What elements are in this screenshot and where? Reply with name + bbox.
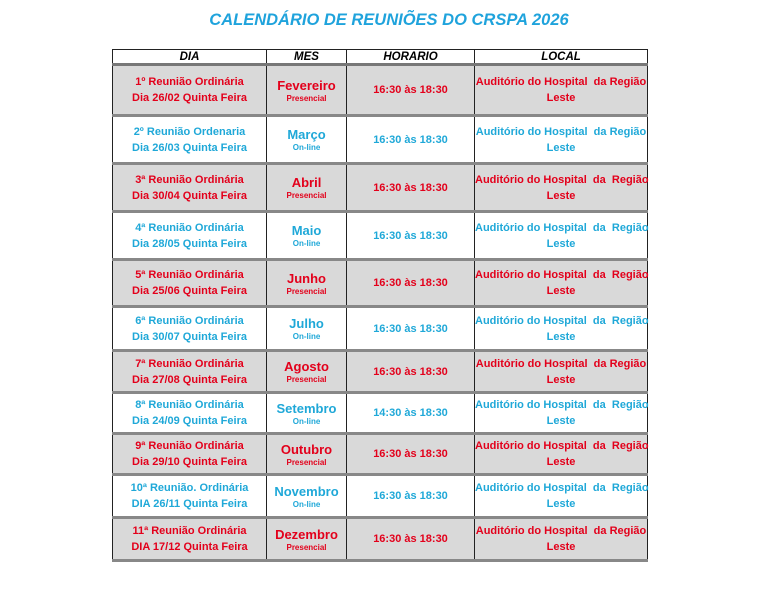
dia-cell [113, 116, 267, 164]
dia-cell [113, 307, 267, 351]
header-mes: MES [267, 50, 347, 65]
local-line1: Auditório do Hospital da Região [475, 221, 649, 234]
local-cell [475, 434, 648, 475]
local-cell [475, 116, 648, 164]
meeting-name: 9ª Reunião Ordinária [135, 440, 244, 452]
meeting-name: 8ª Reunião Ordinária [135, 399, 244, 411]
mes-cell [267, 164, 347, 212]
horario-cell: 16:30 às 18:30 [347, 351, 475, 393]
meeting-name: 2º Reunião Ordenaria [133, 125, 246, 138]
local-cell [475, 164, 648, 212]
meeting-date: DIA 17/12 Quinta Feira [131, 541, 248, 553]
table-row [113, 475, 648, 518]
month: Fevereiro [277, 77, 336, 93]
meeting-name: 6ª Reunião Ordinária [135, 314, 244, 327]
local-cell [475, 212, 648, 260]
meeting-name: 7ª Reunião Ordinária [135, 357, 244, 370]
meeting-mode: Presencial [286, 286, 327, 296]
local-line1: Auditório do Hospital da Região [475, 314, 649, 327]
meeting-date: Dia 27/08 Quinta Feira [132, 373, 247, 386]
local-line1: Auditório do Hospital da Região [475, 76, 647, 88]
table-row [113, 351, 648, 393]
month: Setembro [276, 400, 337, 416]
local-line2: Leste [546, 189, 576, 202]
header-dia: DIA [113, 50, 267, 65]
horario-cell: 16:30 às 18:30 [347, 65, 475, 116]
meeting-mode: On-line [292, 416, 321, 426]
meeting-name: 3ª Reunião Ordinária [135, 173, 244, 186]
horario-cell: 16:30 às 18:30 [347, 212, 475, 260]
mes-cell [267, 351, 347, 393]
header-local: LOCAL [475, 50, 648, 65]
local-line2: Leste [546, 237, 576, 250]
meeting-mode: On-line [292, 143, 321, 152]
meeting-name: 11ª Reunião Ordinária [132, 525, 247, 537]
table-row [113, 260, 648, 307]
local-cell [475, 307, 648, 351]
page-title: CALENDÁRIO DE REUNIÕES DO CRSPA 2026 [209, 11, 569, 29]
local-line1: Auditório do Hospital da Região [475, 269, 649, 281]
meeting-date: DIA 26/11 Quinta Feira [131, 498, 248, 510]
local-line2: Leste [546, 373, 576, 386]
local-cell [475, 518, 648, 561]
local-line1: Auditório do Hospital da Região [475, 440, 649, 452]
meeting-mode: Presencial [286, 191, 327, 200]
month: Abril [291, 175, 322, 190]
mes-cell [267, 116, 347, 164]
meeting-date: Dia 28/05 Quinta Feira [132, 237, 247, 250]
meetings-table [112, 49, 648, 562]
dia-cell [113, 260, 267, 307]
meeting-name: 10ª Reunião. Ordinária [130, 482, 249, 494]
meeting-name: 1º Reunião Ordinária [135, 76, 244, 88]
local-cell [475, 351, 648, 393]
local-line2: Leste [546, 541, 576, 553]
table-row [113, 393, 648, 434]
month: Dezembro [275, 526, 338, 542]
mes-cell [267, 260, 347, 307]
meeting-date: Dia 25/06 Quinta Feira [132, 285, 247, 297]
mes-cell [267, 393, 347, 434]
local-line1: Auditório do Hospital da Região [475, 357, 647, 370]
meeting-mode: On-line [292, 499, 321, 509]
horario-cell: 16:30 às 18:30 [347, 518, 475, 561]
meeting-date: Dia 24/09 Quinta Feira [132, 415, 247, 427]
dia-cell [113, 434, 267, 475]
local-cell [475, 65, 648, 116]
dia-cell [113, 393, 267, 434]
horario-cell: 16:30 às 18:30 [347, 307, 475, 351]
meeting-mode: Presencial [286, 375, 327, 384]
month: Março [287, 127, 326, 142]
dia-cell [113, 164, 267, 212]
mes-cell [267, 307, 347, 351]
mes-cell [267, 212, 347, 260]
local-line2: Leste [546, 415, 576, 427]
table-row [113, 164, 648, 212]
table-row [113, 518, 648, 561]
meeting-name: 5ª Reunião Ordinária [135, 269, 244, 281]
table-row [113, 116, 648, 164]
meeting-mode: On-line [292, 332, 321, 341]
meeting-date: Dia 29/10 Quinta Feira [132, 456, 247, 468]
horario-cell: 16:30 às 18:30 [347, 116, 475, 164]
horario-cell: 14:30 às 18:30 [347, 393, 475, 434]
meeting-name: 4ª Reunião Ordinária [135, 221, 244, 234]
local-line2: Leste [546, 330, 576, 343]
meeting-mode: Presencial [286, 457, 327, 467]
local-line1: Auditório do Hospital da Região [475, 399, 649, 411]
local-line2: Leste [546, 92, 576, 104]
local-line1: Auditório do Hospital da Região [475, 125, 647, 138]
dia-cell [113, 351, 267, 393]
meeting-mode: On-line [292, 239, 321, 248]
meeting-date: Dia 30/04 Quinta Feira [132, 189, 247, 202]
dia-cell [113, 212, 267, 260]
table-row [113, 212, 648, 260]
local-line2: Leste [546, 285, 576, 297]
local-line1: Auditório do Hospital da Região [475, 482, 649, 494]
month: Julho [289, 316, 324, 331]
horario-cell: 16:30 às 18:30 [347, 260, 475, 307]
month: Outubro [280, 441, 333, 457]
mes-cell [267, 434, 347, 475]
dia-cell [113, 518, 267, 561]
table-row [113, 65, 648, 116]
local-line1: Auditório do Hospital da Região [475, 525, 647, 537]
meeting-mode: Presencial [286, 542, 327, 552]
meeting-date: Dia 26/03 Quinta Feira [132, 141, 247, 154]
local-cell [475, 475, 648, 518]
month: Junho [287, 270, 326, 286]
local-cell [475, 393, 648, 434]
meeting-date: Dia 26/02 Quinta Feira [132, 92, 247, 104]
local-cell [475, 260, 648, 307]
local-line1: Auditório do Hospital da Região [475, 173, 649, 186]
month: Novembro [274, 483, 339, 499]
meeting-date: Dia 30/07 Quinta Feira [132, 330, 247, 343]
table-row [113, 434, 648, 475]
dia-cell [113, 475, 267, 518]
table-row [113, 307, 648, 351]
horario-cell: 16:30 às 18:30 [347, 434, 475, 475]
mes-cell [267, 518, 347, 561]
meeting-mode: Presencial [286, 93, 327, 103]
dia-cell [113, 65, 267, 116]
local-line2: Leste [546, 498, 576, 510]
local-line2: Leste [546, 456, 576, 468]
local-line2: Leste [546, 141, 576, 154]
month: Agosto [284, 359, 329, 374]
horario-cell: 16:30 às 18:30 [347, 164, 475, 212]
horario-cell: 16:30 às 18:30 [347, 475, 475, 518]
header-horario: HORARIO [347, 50, 475, 65]
mes-cell [267, 475, 347, 518]
mes-cell [267, 65, 347, 116]
month: Maio [291, 223, 322, 238]
